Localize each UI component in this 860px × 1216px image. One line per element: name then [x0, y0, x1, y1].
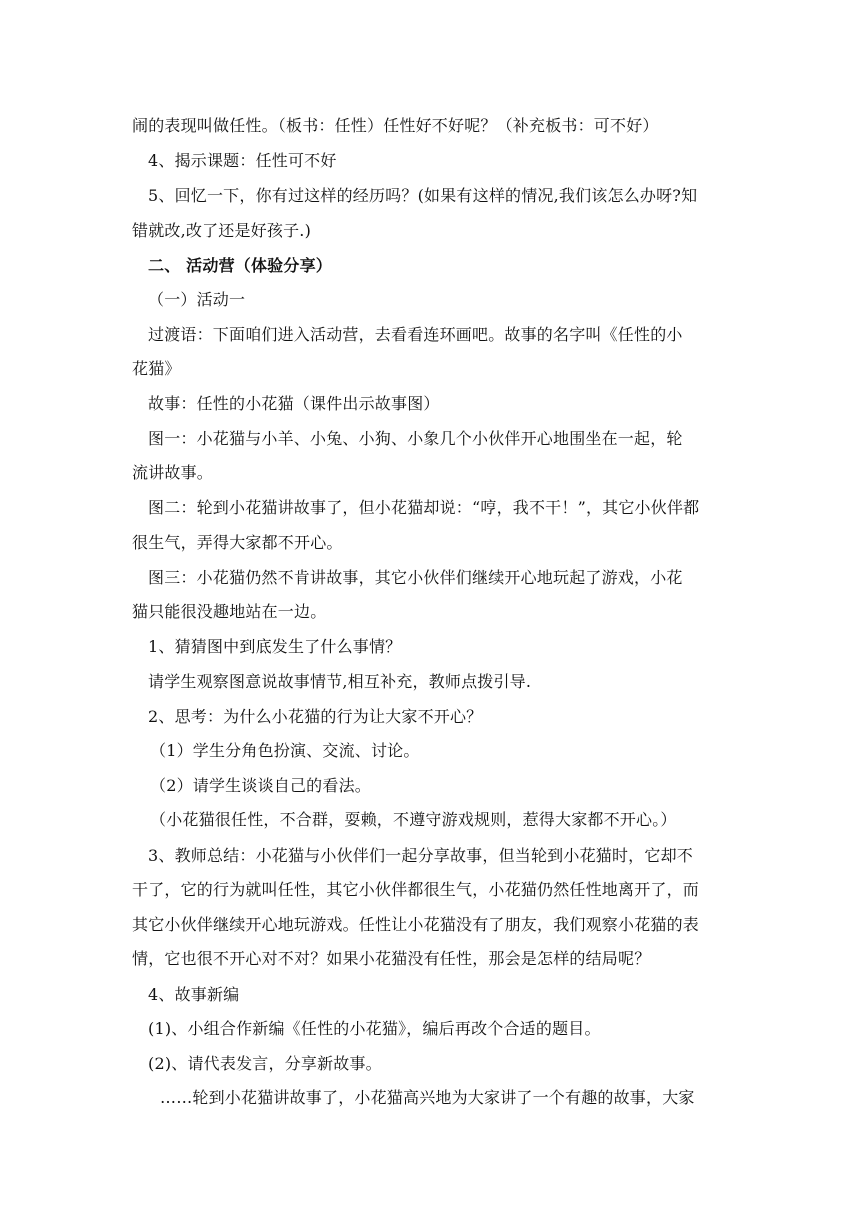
list-item: （1）学生分角色扮演、交流、讨论。	[150, 741, 420, 760]
paragraph-line: 干了，它的行为就叫任性，其它小伙伴都很生气，小花猫仍然任性地离开了，而	[132, 880, 700, 899]
list-item: (2)、请代表发言，分享新故事。	[148, 1054, 382, 1073]
paragraph-line: 情，它也很不开心对不对？如果小花猫没有任性，那会是怎样的结局呢？	[132, 949, 651, 968]
list-item: (1)、小组合作新编《任性的小花猫》，编后再改个合适的题目。	[148, 1019, 601, 1038]
paragraph-line: 错就改,改了还是好孩子.)	[132, 221, 312, 240]
paragraph-line: 流讲故事。	[132, 463, 214, 482]
list-item: 4、故事新编	[148, 985, 240, 1004]
list-item: 4、揭示课题：任性可不好	[148, 151, 337, 170]
paragraph-line: 图一：小花猫与小羊、小兔、小狗、小象几个小伙伴开心地围坐在一起，轮	[148, 429, 683, 448]
list-item: 3、教师总结：小花猫与小伙伴们一起分享故事，但当轮到小花猫时，它却不	[148, 846, 693, 865]
list-item: 1、猜猜图中到底发生了什么事情？	[148, 637, 402, 656]
paragraph-line: 图二：轮到小花猫讲故事了，但小花猫却说：“哼，我不干！”，其它小伙伴都	[148, 498, 700, 517]
paragraph-line: ……轮到小花猫讲故事了，小花猫高兴地为大家讲了一个有趣的故事，大家	[160, 1088, 695, 1107]
paragraph-line: 花猫》	[132, 359, 181, 378]
paragraph-line: （小花猫很任性，不合群，耍赖，不遵守游戏规则，惹得大家都不开心。）	[150, 810, 677, 829]
paragraph-line: 其它小伙伴继续开心地玩游戏。任性让小花猫没有了朋友，我们观察小花猫的表	[132, 915, 700, 934]
paragraph-line: 故事：任性的小花猫（课件出示故事图）	[148, 394, 440, 413]
paragraph-line: 请学生观察图意说故事情节,相互补充，教师点拨引导.	[148, 672, 532, 691]
paragraph-line: 过渡语：下面咱们进入活动营，去看看连环画吧。故事的名字叫《任性的小	[148, 325, 683, 344]
paragraph-line: 猫只能很没趣地站在一边。	[132, 602, 327, 621]
subsection-heading: （一）活动一	[148, 290, 246, 309]
list-item: 5、回忆一下，你有过这样的经历吗？(如果有这样的情况,我们该怎么办呀?知	[148, 186, 698, 205]
paragraph-line: 图三：小花猫仍然不肯讲故事，其它小伙伴们继续开心地玩起了游戏，小花	[148, 568, 683, 587]
list-item: （2）请学生谈谈自己的看法。	[150, 776, 371, 795]
section-heading: 二、 活动营（体验分享）	[148, 256, 332, 275]
paragraph-line: 很生气，弄得大家都不开心。	[132, 533, 343, 552]
paragraph-line: 闹的表现叫做任性。（板书：任性）任性好不好呢？（补充板书：可不好）	[132, 116, 659, 135]
list-item: 2、思考：为什么小花猫的行为让大家不开心？	[148, 707, 483, 726]
